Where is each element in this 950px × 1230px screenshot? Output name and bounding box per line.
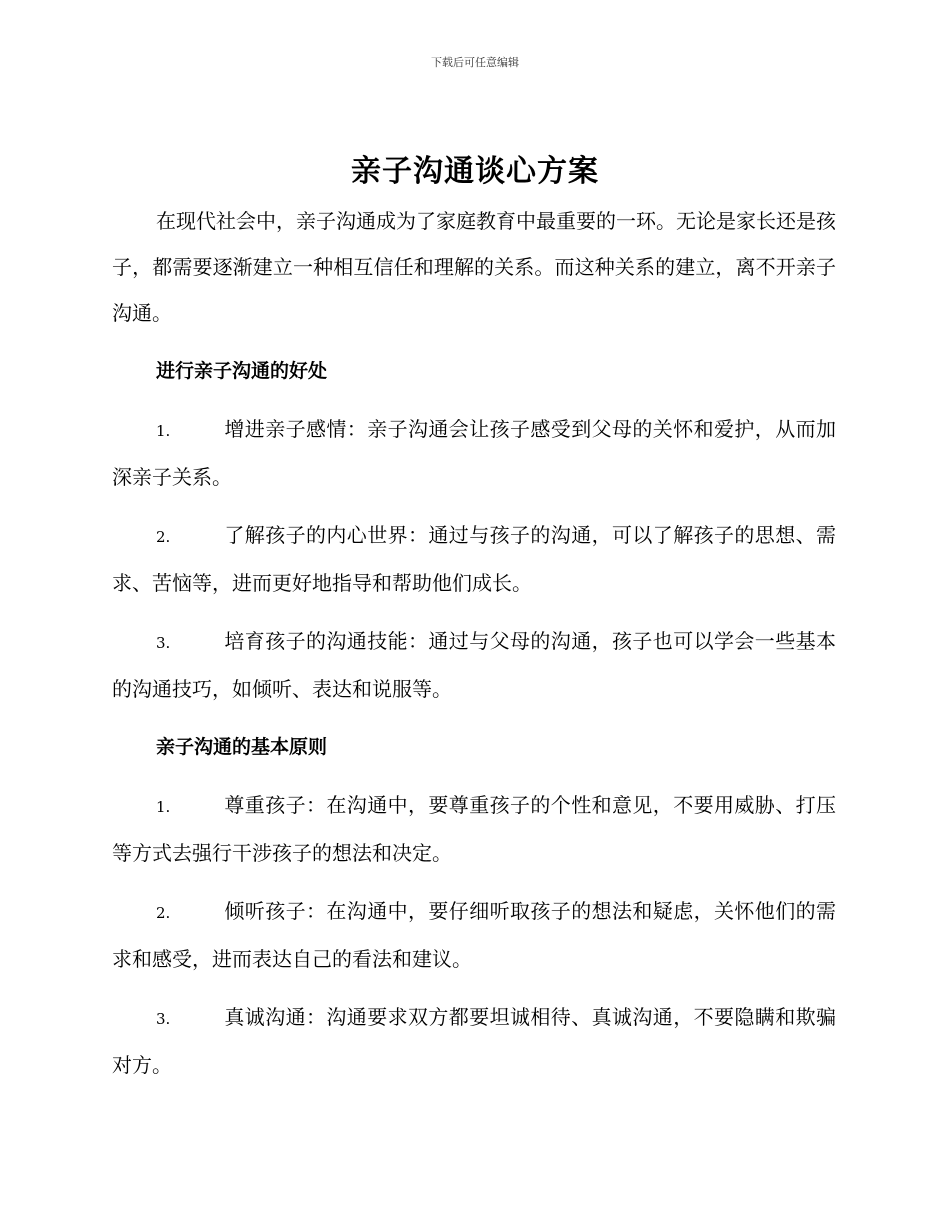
list-item xyxy=(112,512,836,606)
list-number: 1. xyxy=(156,798,171,816)
list-text: 增进亲子感情：亲子沟通会让孩子感受到父母的关怀和爱护，从而加深亲子关系。 xyxy=(112,417,836,489)
list-text: 真诚沟通：沟通要求双方都要坦诚相待、真诚沟通，不要隐瞒和欺骗对方。 xyxy=(112,1005,836,1077)
section-principles xyxy=(112,724,836,1088)
document-title: 亲子沟通谈心方案 xyxy=(351,154,599,189)
list-item xyxy=(112,406,836,500)
list-number: 2. xyxy=(156,528,171,546)
page-header: 下载后可任意编辑 xyxy=(431,56,519,69)
section-heading: 亲子沟通的基本原则 xyxy=(156,736,328,758)
section-benefits xyxy=(112,348,836,712)
list-text: 尊重孩子：在沟通中，要尊重孩子的个性和意见，不要用威胁、打压等方式去强行干涉孩子的想法和决定。 xyxy=(112,793,836,865)
list-number: 2. xyxy=(156,904,171,922)
list-text: 倾听孩子：在沟通中，要仔细听取孩子的想法和疑虑，关怀他们的需求和感受，进而表达自己的看法和建议。 xyxy=(112,899,836,971)
list-number: 1. xyxy=(156,422,171,440)
list-item xyxy=(112,888,836,982)
list-item xyxy=(112,618,836,712)
list-text: 培育孩子的沟通技能：通过与父母的沟通，孩子也可以学会一些基本的沟通技巧，如倾听、表达和说服等。 xyxy=(112,629,836,701)
list-number: 3. xyxy=(156,1010,171,1028)
document-body xyxy=(112,198,836,1100)
list-text: 了解孩子的内心世界：通过与孩子的沟通，可以了解孩子的思想、需求、苦恼等，进而更好地指导和帮助他们成长。 xyxy=(112,523,836,595)
intro-paragraph: 在现代社会中，亲子沟通成为了家庭教育中最重要的一环。无论是家长还是孩子，都需要逐渐建立一种相互信任和理解的关系。而这种关系的建立，离不开亲子沟通。 xyxy=(112,209,836,325)
list-item xyxy=(112,782,836,876)
list-number: 3. xyxy=(156,634,171,652)
list-item xyxy=(112,994,836,1088)
section-heading: 进行亲子沟通的好处 xyxy=(156,360,328,382)
